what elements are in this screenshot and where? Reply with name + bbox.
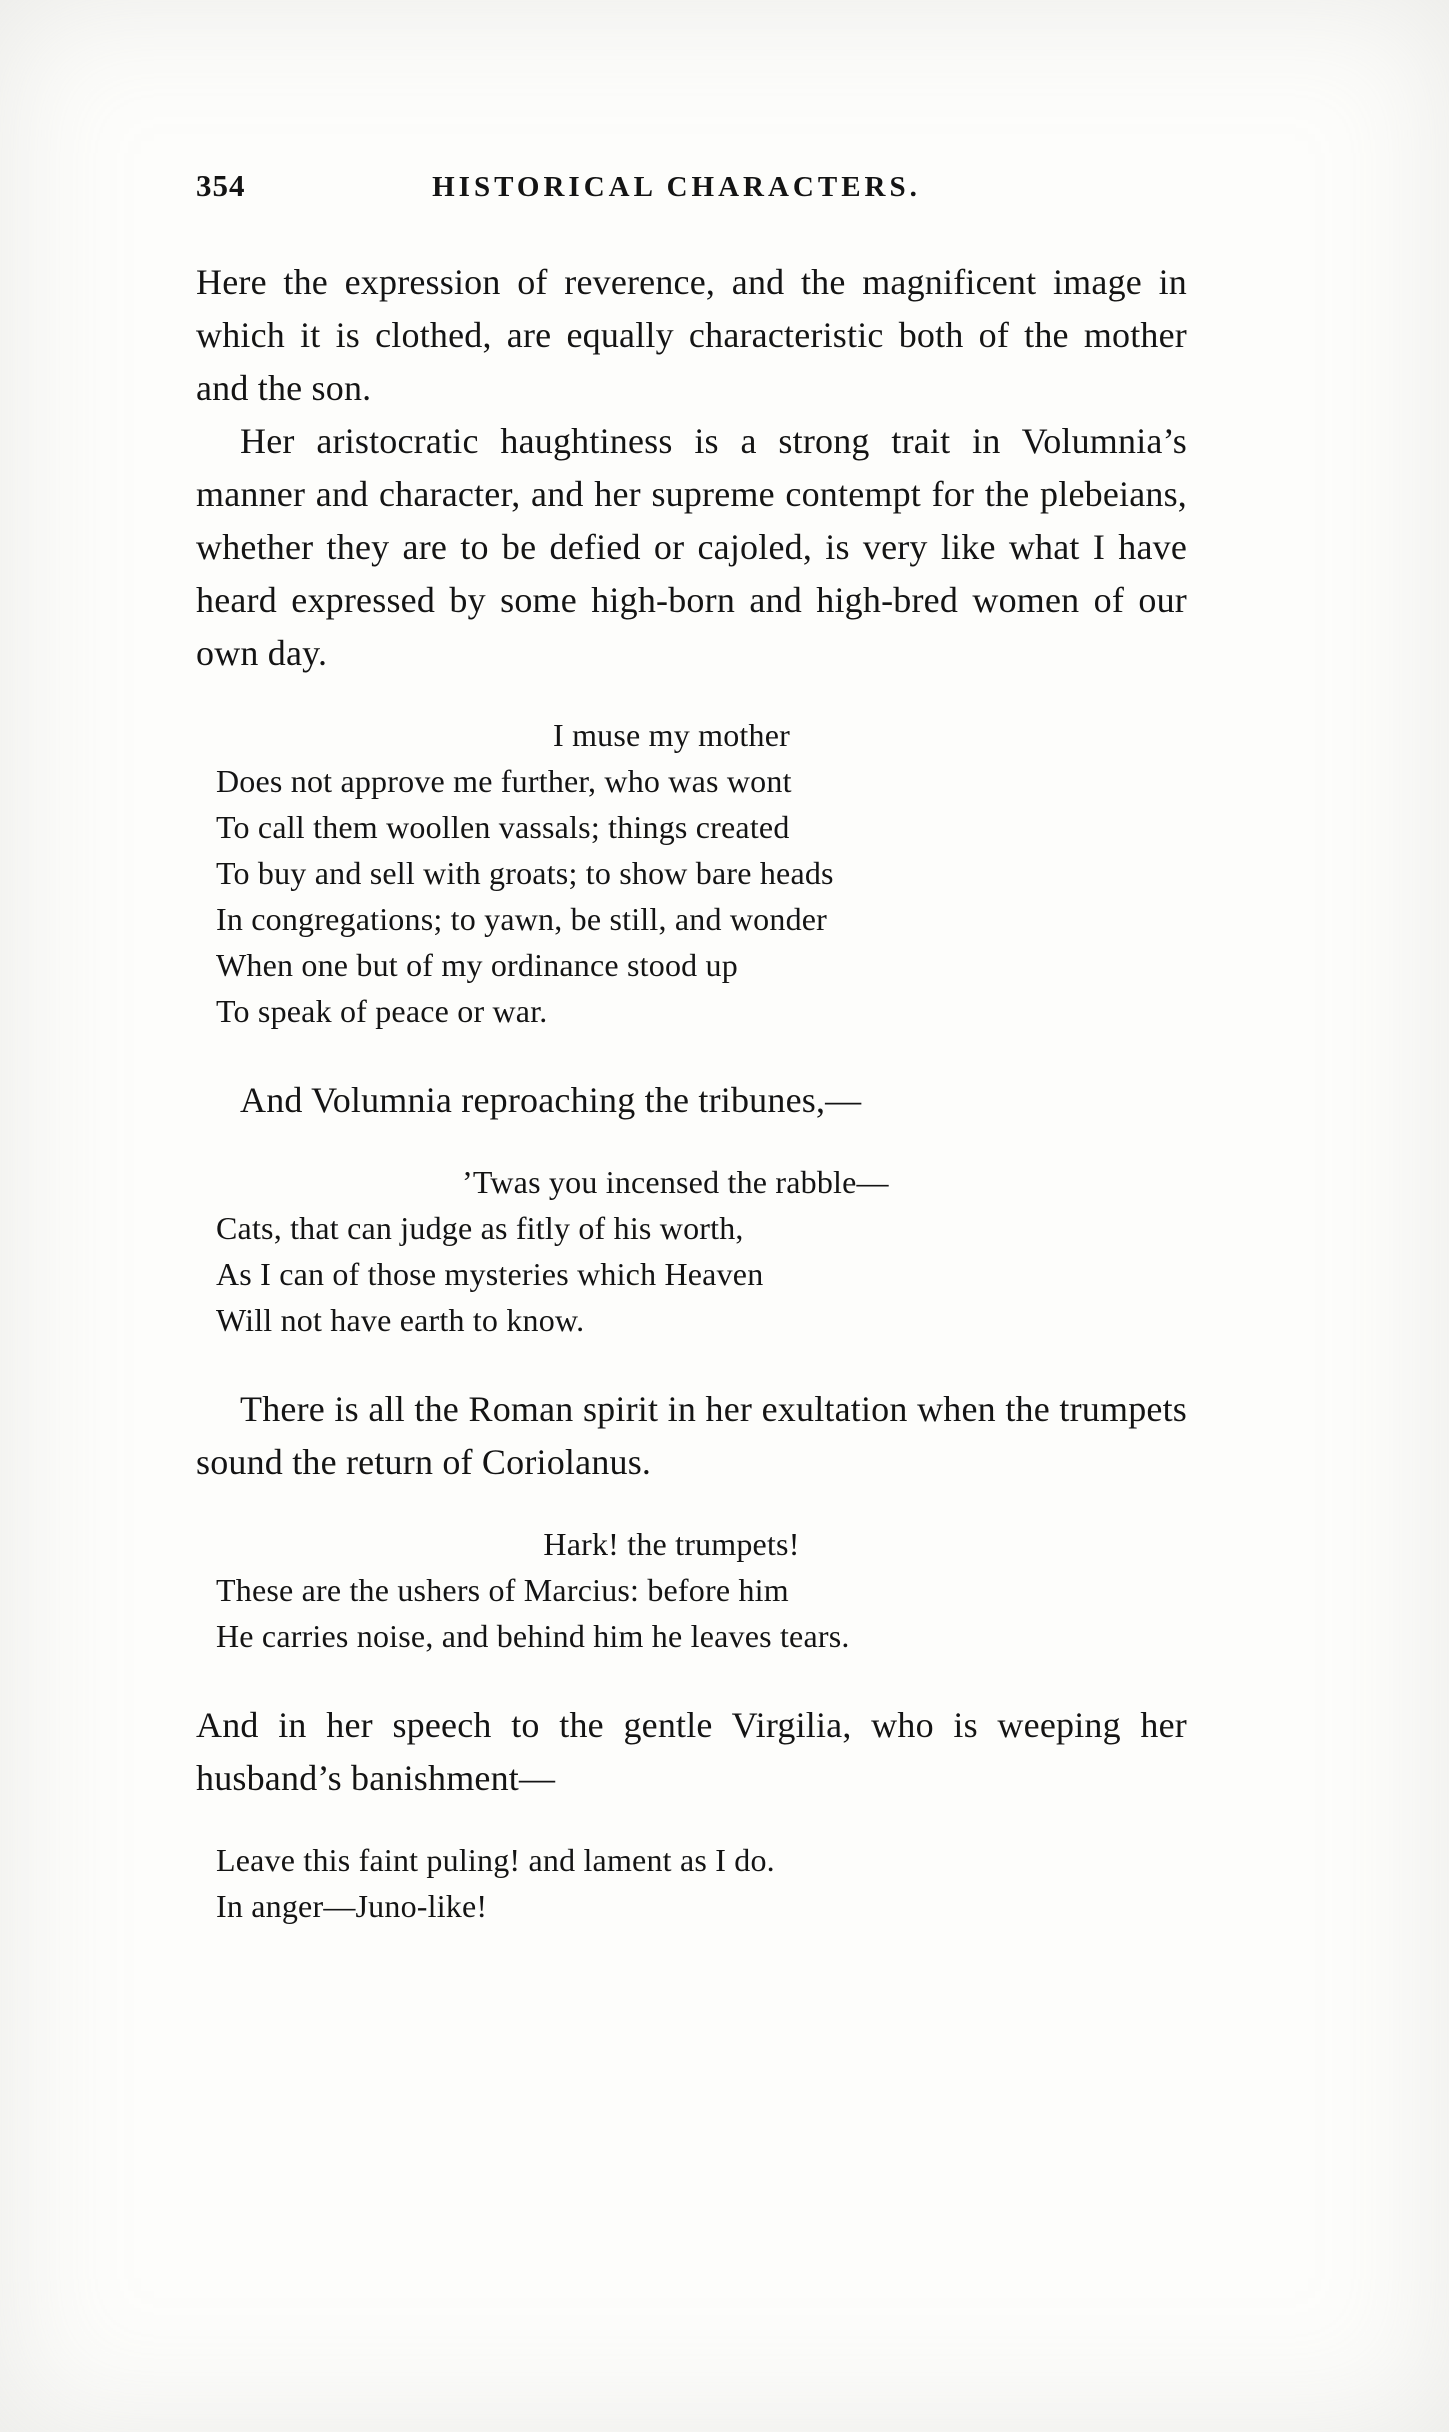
verse-line: When one but of my ordinance stood up: [216, 947, 738, 983]
verse-line: In anger—Juno-like!: [216, 1888, 488, 1924]
paragraph-3: And Volumnia reproaching the tribunes,—: [240, 1080, 862, 1120]
verse-line: As I can of those mysteries which Heaven: [216, 1256, 764, 1292]
verse-4: [196, 1837, 1187, 1929]
verse-line: To speak of peace or war.: [216, 993, 548, 1029]
verse-line: To call them woollen vassals; things created: [216, 809, 790, 845]
verse-line: Leave this faint puling! and lament as I do.: [216, 1842, 775, 1878]
verse-line: Hark! the trumpets!: [543, 1526, 800, 1562]
paragraph-1: Here the expression of reverence, and the magnificent image in which it is clothed, are equally characteristic both of the mother and the son.: [196, 262, 1187, 408]
verse-3: [196, 1521, 1187, 1659]
verse-line: Will not have earth to know.: [216, 1302, 585, 1338]
verse-line: Cats, that can judge as fitly of his worth,: [216, 1210, 744, 1246]
verse-line: In congregations; to yawn, be still, and wonder: [216, 901, 828, 937]
paragraph-5: And in her speech to the gentle Virgilia, who is weeping her husband’s banishment—: [196, 1705, 1187, 1798]
verse-line: I muse my mother: [553, 717, 790, 753]
paragraph-4: There is all the Roman spirit in her exultation when the trumpets sound the return of Coriolanus.: [196, 1389, 1187, 1482]
verse-line: ’Twas you incensed the rabble—: [462, 1164, 889, 1200]
running-title: HISTORICAL CHARACTERS.: [432, 171, 921, 203]
page-body: [196, 256, 1187, 1929]
page-number: 354: [196, 168, 246, 203]
verse-line: He carries noise, and behind him he leaves tears.: [216, 1618, 850, 1654]
paragraph-2: Her aristocratic haughtiness is a strong trait in Volumnia’s manner and character, and her supreme contempt for the plebeians, whether they are to be defied or cajoled, is very like what I have heard expressed by some high-born and high-bred women of our own day.: [196, 421, 1187, 673]
verse-line: To buy and sell with groats; to show bare heads: [216, 855, 834, 891]
verse-1: [196, 712, 1187, 1034]
page-header: [196, 168, 1187, 204]
verse-2: [196, 1159, 1187, 1343]
verse-line: These are the ushers of Marcius: before him: [216, 1572, 789, 1608]
verse-line: Does not approve me further, who was wont: [216, 763, 792, 799]
